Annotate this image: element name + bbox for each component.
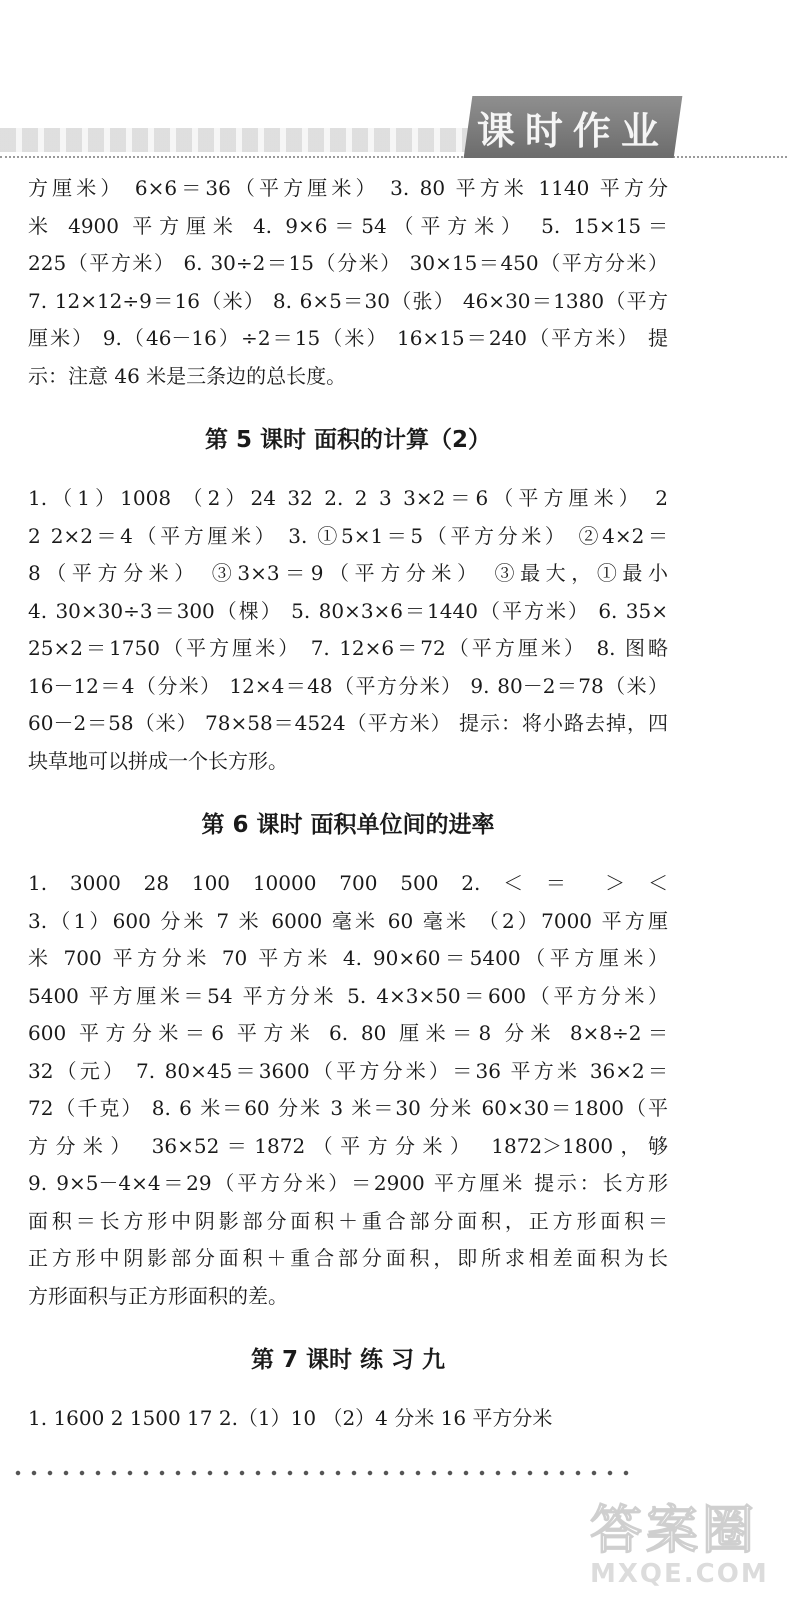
text-line: 米 700 平方分米 70 平方米 4. 90×60＝5400（平方厘米） — [28, 946, 668, 970]
text-line: 块草地可以拼成一个长方形。 — [28, 748, 288, 773]
text-line: 方分米） 36×52＝1872（平方分米） 1872＞1800，够 — [28, 1133, 668, 1158]
text-line: 7. 12×12÷9＝16（米） 8. 6×5＝30（张） 46×30＝1380（平方 — [28, 288, 668, 313]
text-line: 厘米） 9.（46－16）÷2＝15（米） 16×15＝240（平方米） 提 — [28, 326, 668, 350]
text-line: 1.（1）1008 （2）24 32 2. 2 3 3×2＝6（平方厘米） 2 — [28, 486, 668, 510]
text-line: 1. 1600 2 1500 17 2.（1）10 （2）4 分米 16 平方分米 — [28, 1406, 553, 1430]
text-line: 方形面积与正方形面积的差。 — [28, 1283, 288, 1308]
section-lesson-6 — [28, 806, 668, 1315]
text-line: 16－12＝4（分米） 12×4＝48（平方分米） 9. 80－2＝78（米） — [28, 673, 668, 698]
header-decoration-strip — [0, 128, 470, 152]
text-line: 60－2＝58（米） 78×58＝4524（平方米） 提示：将小路去掉，四 — [28, 711, 668, 735]
text-line: 72（千克） 8. 6 米＝60 分米 3 米＝30 分米 60×30＝1800（平 — [28, 1096, 668, 1120]
text-line: 4. 30×30÷3＝300（棵） 5. 80×3×6＝1440（平方米） 6. 35× — [28, 598, 668, 623]
section-heading: 第 6 课时 面积单位间的进率 — [201, 812, 495, 838]
text-line: 25×2＝1750（平方厘米） 7. 12×6＝72（平方厘米） 8. 图略 — [28, 636, 668, 660]
text-line: 面积＝长方形中阴影部分面积＋重合部分面积，正方形面积＝ — [28, 1208, 668, 1233]
footer-dotted-border — [10, 1468, 630, 1478]
text-line: 225（平方米） 6. 30÷2＝15（分米） 30×15＝450（平方分米） — [28, 251, 668, 275]
text-line: 32（元） 7. 80×45＝3600（平方分米）＝36 平方米 36×2＝ — [28, 1058, 668, 1083]
text-line: 示：注意 46 米是三条边的总长度。 — [28, 363, 347, 388]
text-line: 正方形中阴影部分面积＋重合部分面积，即所求相差面积为长 — [28, 1246, 668, 1270]
section-heading: 第 7 课时 练 习 九 — [250, 1347, 446, 1373]
watermark-url: MXQE.COM — [590, 1559, 769, 1589]
header-badge — [464, 96, 683, 158]
text-line: 9. 9×5－4×4＝29（平方分米）＝2900 平方厘米 提示：长方形 — [28, 1171, 668, 1195]
text-line: 600 平方分米＝6 平方米 6. 80 厘米＝8 分米 8×8÷2＝ — [28, 1021, 668, 1045]
answer-content — [28, 170, 668, 1438]
section-lesson-7 — [28, 1341, 668, 1438]
text-line: 2 2×2＝4（平方厘米） 3. ①5×1＝5（平方分米） ②4×2＝ — [28, 523, 668, 548]
watermark-logo: 答案圈 — [590, 1501, 759, 1561]
text-line: 米 4900 平方厘米 4. 9×6＝54（平方米） 5. 15×15＝ — [28, 213, 668, 238]
text-line: 方厘米） 6×6＝36（平方厘米） 3. 80 平方米 1140 平方分 — [28, 176, 668, 200]
section-heading: 第 5 课时 面积的计算（2） — [204, 427, 492, 453]
text-line: 3.（1）600 分米 7 米 6000 毫米 60 毫米 （2）7000 平方厘 — [28, 908, 668, 933]
text-line: 8（平方分米） ③3×3＝9（平方分米） ③最大，①最小 — [28, 561, 668, 585]
header-badge-text: 课时作业 — [476, 108, 669, 153]
watermark — [590, 1488, 780, 1598]
section-continued — [28, 170, 668, 395]
text-line: 1. 3000 28 100 10000 700 500 2. ＜ ＝ ＞ ＜ — [28, 871, 668, 895]
text-line: 5400 平方厘米＝54 平方分米 5. 4×3×50＝600（平方分米） — [28, 983, 668, 1008]
section-lesson-5 — [28, 421, 668, 780]
